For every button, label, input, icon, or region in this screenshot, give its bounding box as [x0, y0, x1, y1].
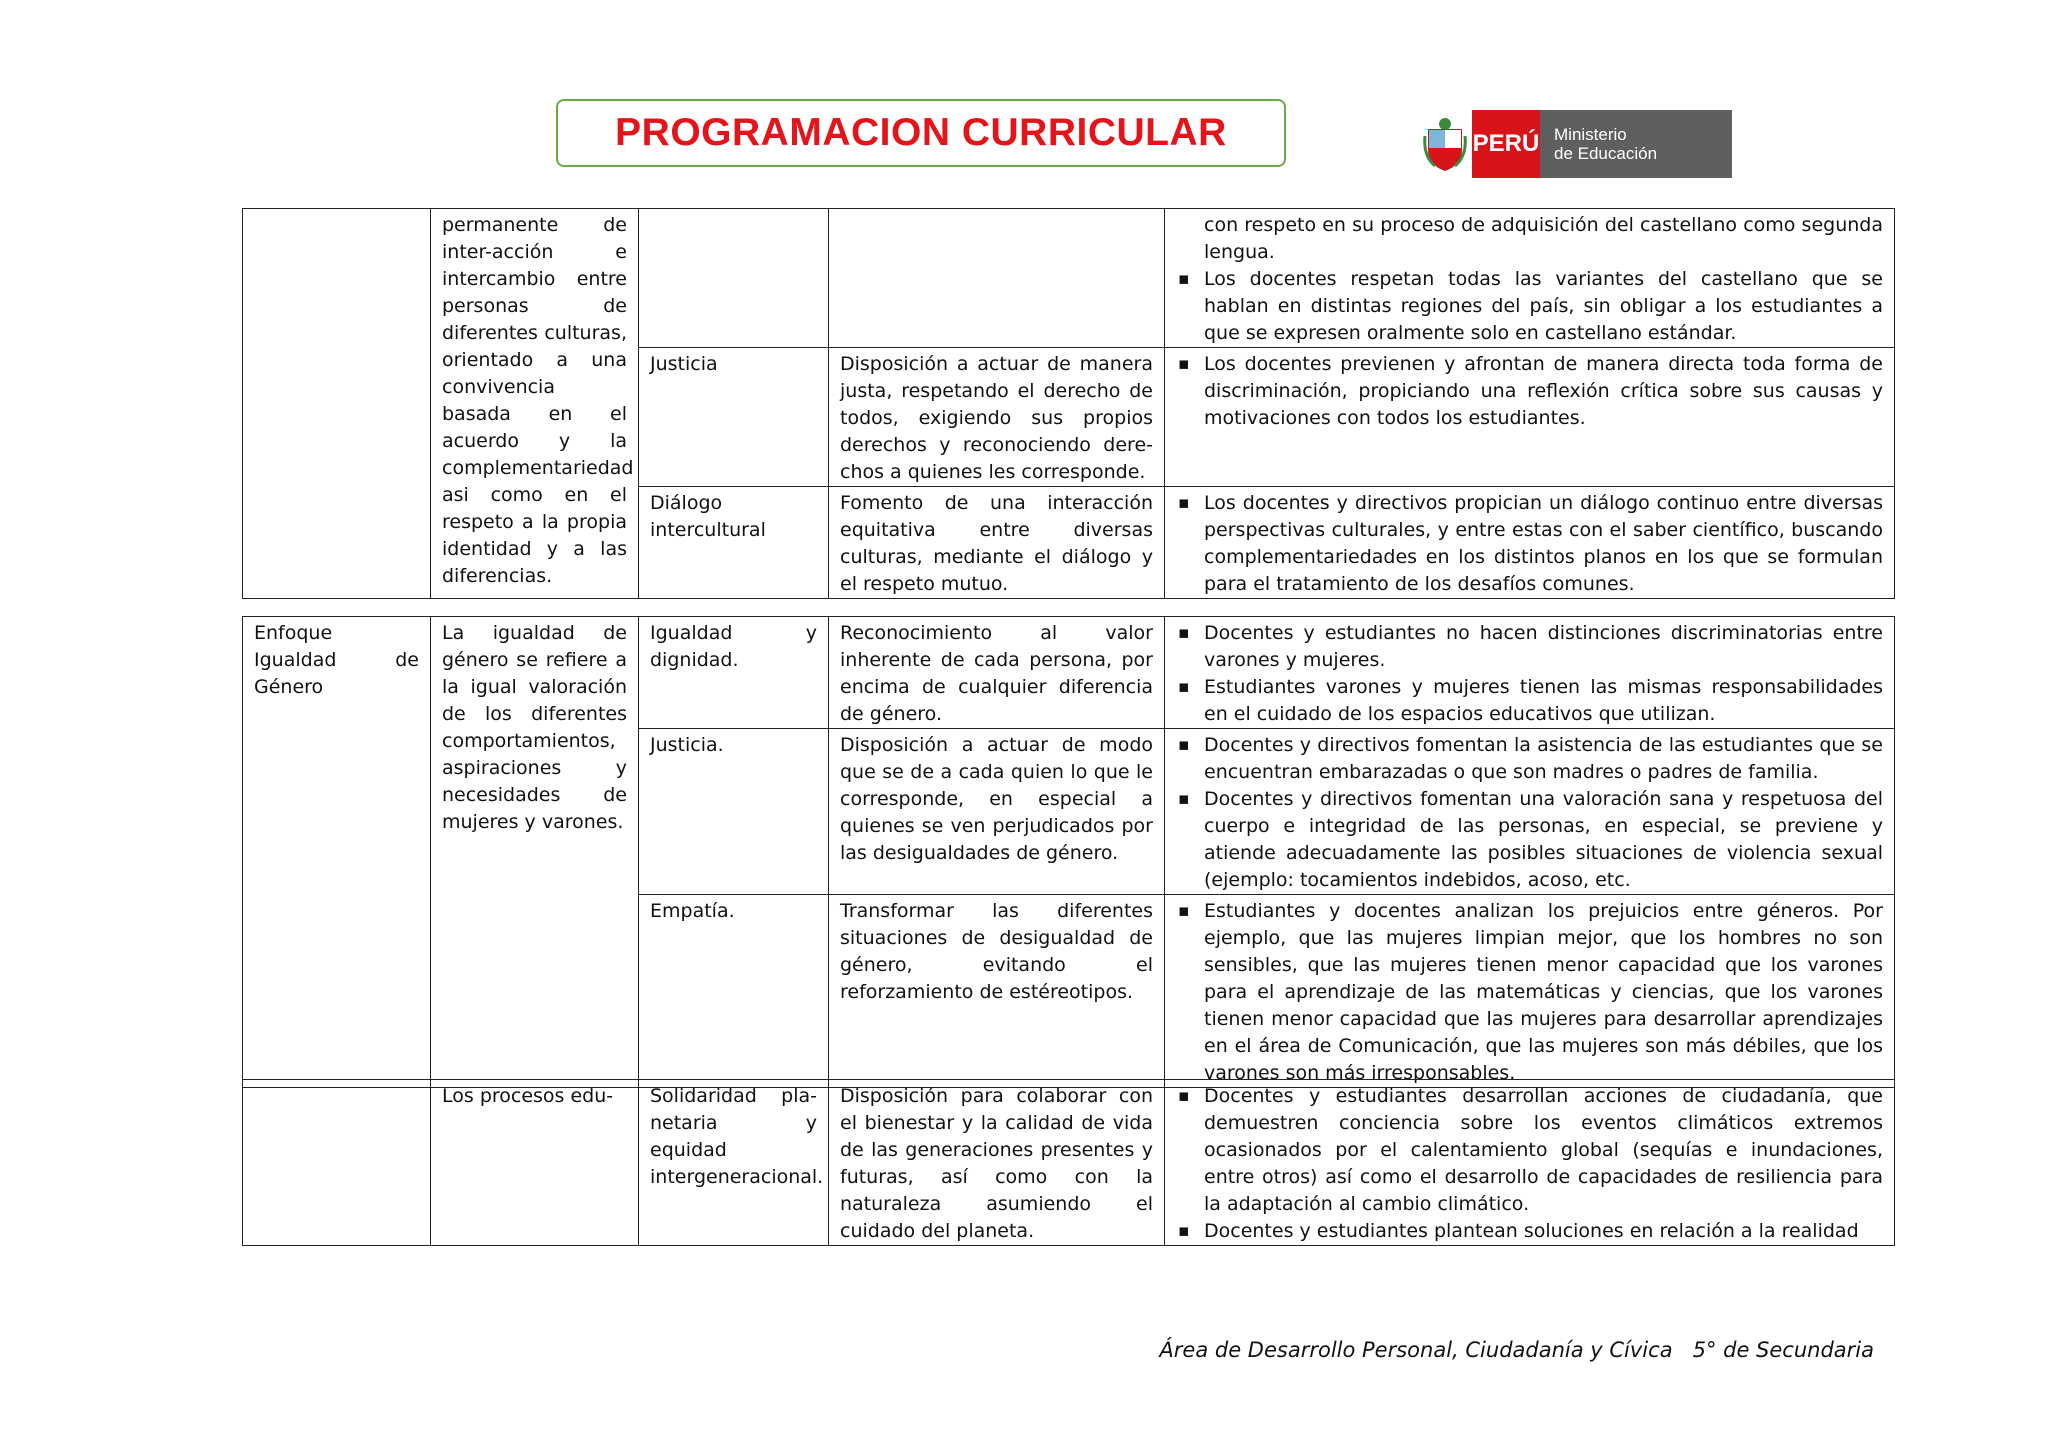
value-cell: Justicia.	[639, 729, 829, 895]
table-row	[243, 1080, 1895, 1246]
value-cell: Igualdad y dignidad.	[639, 617, 829, 729]
actions-cell	[1165, 487, 1895, 599]
list-item: ▪ Los docentes y directivos propician un diálogo continuo entre diversas perspectivas culturales, y entre estas con el saber científico, buscando complementariedades en los distintos planos en los que se formulan para el tratamiento de los desafíos comunes.	[1204, 490, 1883, 598]
ministry-logo	[1418, 110, 1732, 178]
description-cell: Fomento de una interacción equitativa entre diversas culturas, mediante el diálogo y el respeto mutuo.	[829, 487, 1165, 599]
page-footer: Área de Desarrollo Personal, Ciudadanía y Cívica 5° de Secundaria	[1159, 1338, 1874, 1362]
actions-cell	[1165, 348, 1895, 487]
list-item: ▪ Docentes y directivos fomentan una valoración sana y respetuosa del cuerpo e integridad de las personas, en especial, se previene y atiende adecuadamente las posibles situaciones de violencia sexual (ejemplo: tocamientos indebidos, acoso, etc.	[1204, 786, 1883, 894]
description-cell: Transformar las diferentes situaciones de desigualdad de género, evitando el reforzamiento de estéreotipos.	[829, 895, 1165, 1088]
list-item: ▪ Docentes y estudiantes no hacen distinciones discriminatorias entre varones y mujeres.	[1204, 620, 1883, 674]
list-item: ▪ Los docentes respetan todas las variantes del castellano que se hablan en distintas regiones del país, sin obligar a los estudiantes a que se expresen oralmente solo en castellano estándar.	[1204, 266, 1883, 347]
description-cell: Disposición a actuar de modo que se de a cada quien lo que le corresponde, en especial a quienes se ven perjudicados por las desigualdades de género.	[829, 729, 1165, 895]
table-interculturalidad	[242, 208, 1895, 599]
logo-peru-label: PERÚ	[1472, 110, 1540, 178]
description-cell: Reconocimiento al valor inherente de cada persona, por encima de cualquier diferencia de género.	[829, 617, 1165, 729]
description-cell	[829, 209, 1165, 348]
approach-cell	[243, 209, 431, 599]
table-row	[243, 617, 1895, 729]
approach-cell	[243, 1080, 431, 1246]
value-cell: Empatía.	[639, 895, 829, 1088]
table-igualdad-genero	[242, 616, 1895, 1088]
value-cell: Solidaridad pla-netaria y equidad intergeneracional.	[639, 1080, 829, 1246]
actions-cell	[1165, 729, 1895, 895]
list-item: con respeto en su proceso de adquisición del castellano como segunda lengua.	[1204, 214, 1883, 263]
description-cell: Disposición para colaborar con el bienestar y la calidad de vida de las generaciones presentes y futuras, así como con la naturaleza asumiendo el cuidado del planeta.	[829, 1080, 1165, 1246]
actions-cell	[1165, 895, 1895, 1088]
page-title: PROGRAMACION CURRICULAR	[615, 111, 1227, 154]
list-item: ▪ Los docentes previenen y afrontan de manera directa toda forma de discriminación, propiciando una reflexión crítica sobre sus causas y motivaciones con todos los estudiantes.	[1204, 351, 1883, 432]
value-cell: Justicia	[639, 348, 829, 487]
value-cell: Diálogo intercultural	[639, 487, 829, 599]
list-item: ▪ Estudiantes varones y mujeres tienen las mismas responsabilidades en el cuidado de los espacios educativos que utilizan.	[1204, 674, 1883, 728]
definition-cell: Los procesos edu-	[431, 1080, 639, 1246]
peru-coat-of-arms-icon	[1418, 110, 1472, 178]
actions-cell	[1165, 209, 1895, 348]
list-item: ▪ Docentes y directivos fomentan la asistencia de las estudiantes que se encuentran embarazadas o que son madres o padres de familia.	[1204, 732, 1883, 786]
list-item: ▪ Docentes y estudiantes plantean soluciones en relación a la realidad	[1204, 1218, 1883, 1245]
logo-ministry-label: Ministerio de Educación	[1540, 110, 1732, 178]
list-item: ▪ Docentes y estudiantes desarrollan acciones de ciudadanía, que demuestren conciencia sobre los eventos climáticos extremos ocasionados por el calentamiento global (sequías e inundaciones, entre otros) así como el desarrollo de capacidades de resiliencia para la adaptación al cambio climático.	[1204, 1083, 1883, 1218]
definition-cell: La igualdad de género se refiere a la igual valoración de los diferentes comportamientos, aspiraciones y necesidades de mujeres y varones.	[431, 617, 639, 1088]
table-ambiental	[242, 1079, 1895, 1246]
list-item: ▪ Estudiantes y docentes analizan los prejuicios entre géneros. Por ejemplo, que las mujeres limpian mejor, que los hombres no son sensibles, que las mujeres tienen menor capacidad que los varones para el aprendizaje de las matemáticas y ciencias, que los varones tienen menor capacidad que las mujeres para desarrollar aprendizajes en el área de Comunicación, que las mujeres son más débiles, que los varones son más irresponsables.	[1204, 898, 1883, 1087]
definition-cell: permanente de inter-acción e intercambio entre personas de diferentes culturas, orientado a una convivencia basada en el acuerdo y la complementariedad asi como en el respeto a la propia identidad y a las diferencias.	[431, 209, 639, 599]
title-box	[556, 99, 1286, 167]
actions-cell	[1165, 1080, 1895, 1246]
description-cell: Disposición a actuar de manera justa, respetando el derecho de todos, exigiendo sus propios derechos y reconociendo dere-chos a quienes les corresponde.	[829, 348, 1165, 487]
actions-cell	[1165, 617, 1895, 729]
value-cell	[639, 209, 829, 348]
approach-cell: Enfoque Igualdad de Género	[243, 617, 431, 1088]
table-row	[243, 209, 1895, 348]
